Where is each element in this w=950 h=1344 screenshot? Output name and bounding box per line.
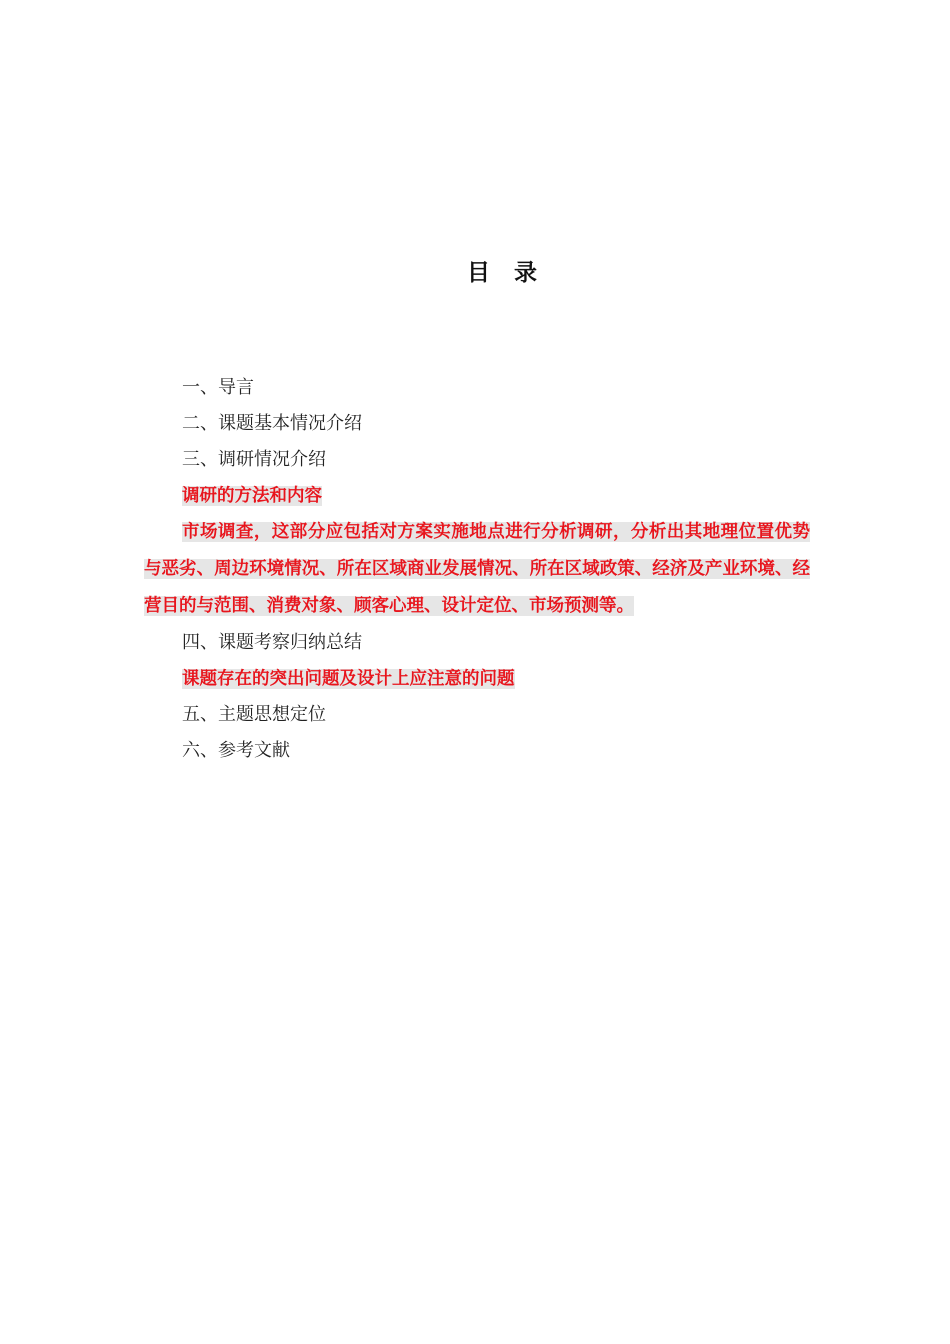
highlighted-paragraph-text: 市场调查，这部分应包括对方案实施地点进行分析调研，分析出其地理位置优势与恶劣、周边环境情况、所在区域商业发展情况、所在区域政策、经济及产业环境、经营目的与范围、消费对象、顾客心理、设计定位、市场预测等。 [144, 522, 810, 616]
toc-item-topic-overview: 二、课题基本情况介绍 [182, 413, 362, 434]
toc-item-references: 六、参考文献 [182, 740, 290, 761]
highlighted-text: 课题存在的突出问题及设计上应注意的问题 [182, 669, 515, 689]
highlighted-text: 调研的方法和内容 [182, 486, 322, 506]
toc-item-theme-positioning: 五、主题思想定位 [182, 704, 326, 725]
toc-note-research-methods [144, 478, 810, 514]
toc-item-introduction: 一、导言 [182, 377, 254, 398]
toc-item-research-overview: 三、调研情况介绍 [182, 449, 326, 470]
table-of-contents [144, 370, 810, 769]
toc-paragraph-market-survey [144, 514, 810, 625]
page-title: 目 录 [466, 259, 545, 286]
toc-note-design-issues [144, 661, 810, 697]
toc-item-summary: 四、课题考察归纳总结 [182, 632, 362, 653]
